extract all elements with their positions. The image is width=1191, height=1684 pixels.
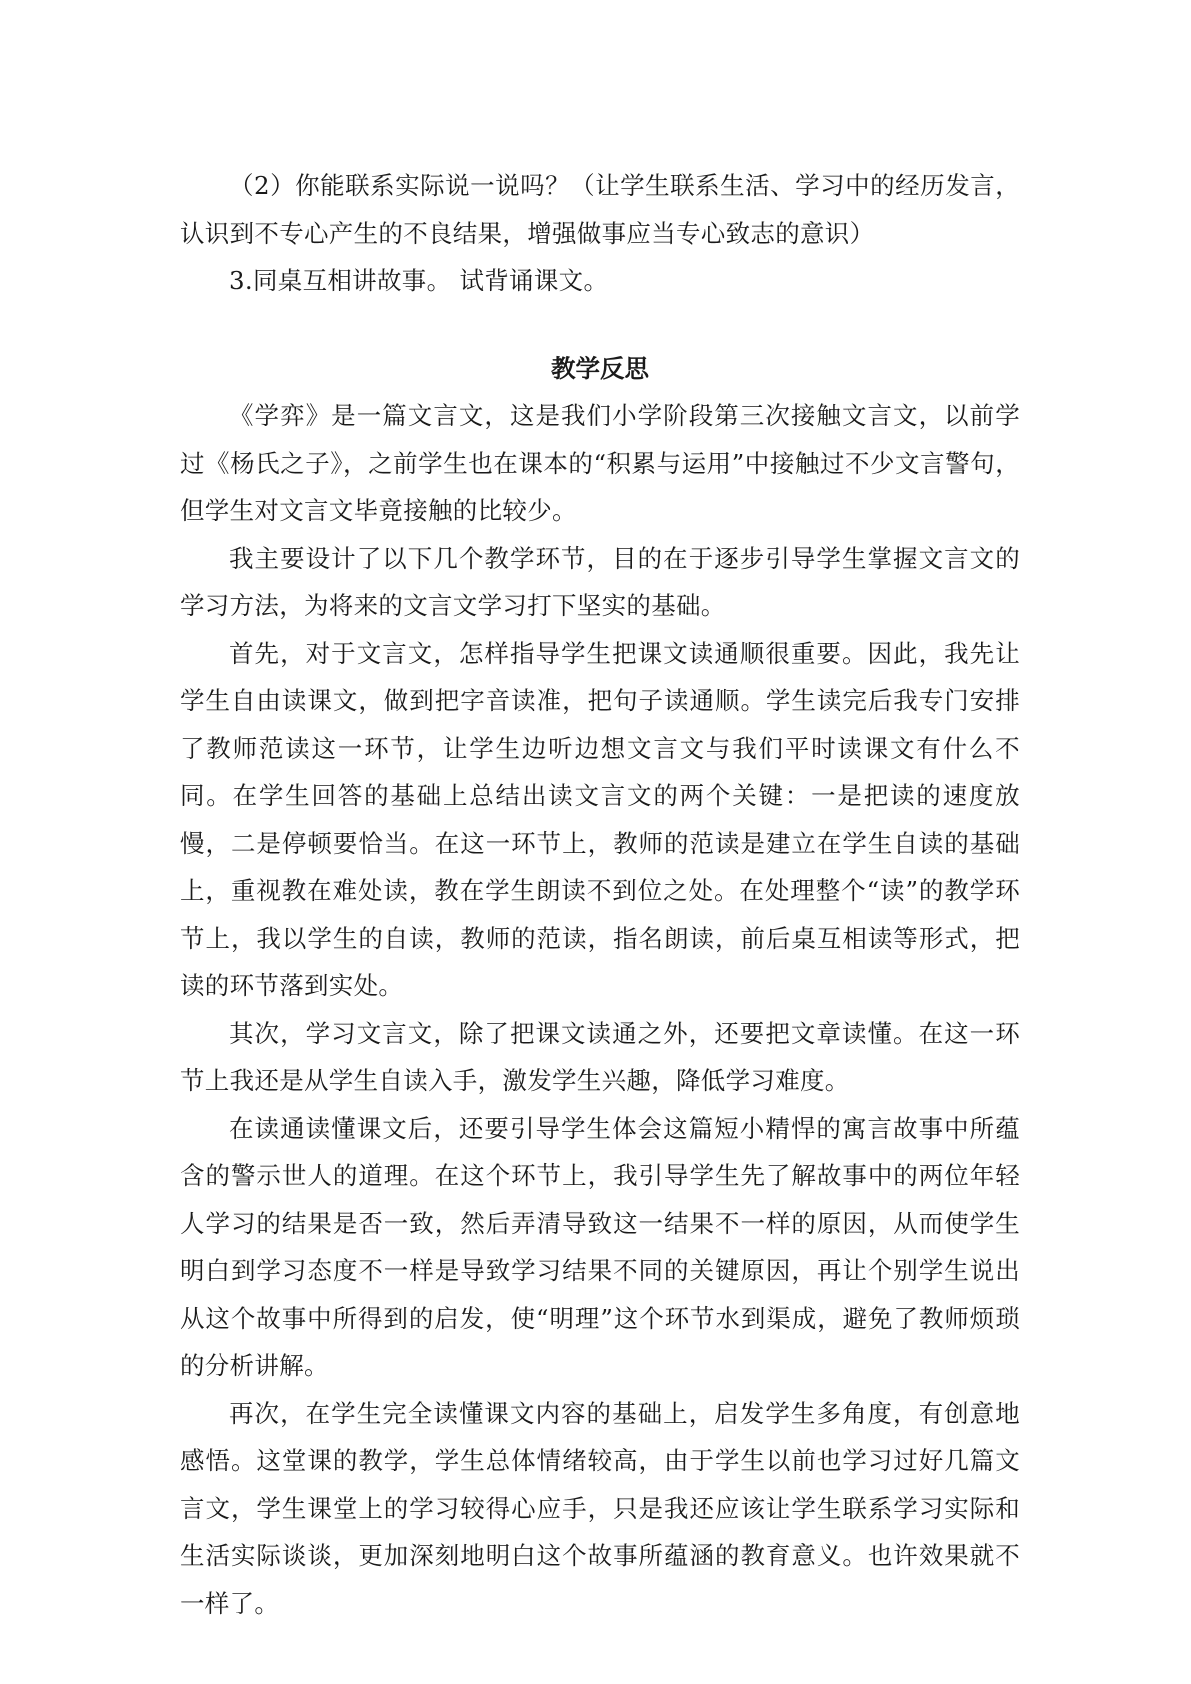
activity-paragraph: 3.同桌互相讲故事。 试背诵课文。 — [229, 266, 609, 295]
section-title: 教学反思 — [551, 353, 649, 383]
reflection-paragraph-reading: 首先，对于文言文，怎样指导学生把课文读通顺很重要。因此，我先让学生自由读课文，做到把字音读准，把句子读通顺。学生读完后我专门安排了教师范读这一环节，让学生边听边想文言文与我们平时读课文有什么不同。在学生回答的基础上总结出读文言文的两个关键：一是把读的速度放慢，二是停顿要恰当。在这一环节上，教师的范读是建立在学生自读的基础上，重视教在难处读，教在学生朗读不到位之处。在处理整个“读”的教学环节上，我以学生的自读，教师的范读，指名朗读，前后桌互相读等形式，把读的环节落到实处。 — [180, 638, 1020, 1000]
document-body — [180, 162, 1020, 1627]
reflection-paragraph-understanding: 其次，学习文言文，除了把课文读通之外，还要把文章读懂。在这一环节上我还是从学生自读入手，激发学生兴趣，降低学习难度。 — [180, 1018, 1020, 1095]
reflection-paragraph-moral: 在读通读懂课文后，还要引导学生体会这篇短小精悍的寓言故事中所蕴含的警示世人的道理。在这个环节上，我引导学生先了解故事中的两位年轻人学习的结果是否一致，然后弄清导致这一结果不一样的原因，从而使学生明白到学习态度不一样是导致学习结果不同的关键原因，再让个别学生说出从这个故事中所得到的启发，使“明理”这个环节水到渠成，避免了教师烦琐的分析讲解。 — [180, 1113, 1020, 1380]
section-spacer — [180, 305, 1020, 345]
reflection-paragraph-intro: 《学弈》是一篇文言文，这是我们小学阶段第三次接触文言文，以前学过《杨氏之子》，之前学生也在课本的“积累与运用”中接触过不少文言警句，但学生对文言文毕竟接触的比较少。 — [180, 401, 1020, 525]
reflection-paragraph-insight: 再次，在学生完全读懂课文内容的基础上，启发学生多角度，有创意地感悟。这堂课的教学，学生总体情绪较高，由于学生以前也学习过好几篇文言文，学生课堂上的学习较得心应手，只是我还应该让学生联系学习实际和生活实际谈谈，更加深刻地明白这个故事所蕴涵的教育意义。也许效果就不一样了。 — [180, 1398, 1020, 1618]
question-paragraph: （2）你能联系实际说一说吗？（让学生联系生活、学习中的经历发言，认识到不专心产生的不良结果，增强做事应当专心致志的意识） — [180, 171, 1020, 248]
reflection-paragraph-design: 我主要设计了以下几个教学环节，目的在于逐步引导学生掌握文言文的学习方法，为将来的文言文学习打下坚实的基础。 — [180, 543, 1020, 620]
